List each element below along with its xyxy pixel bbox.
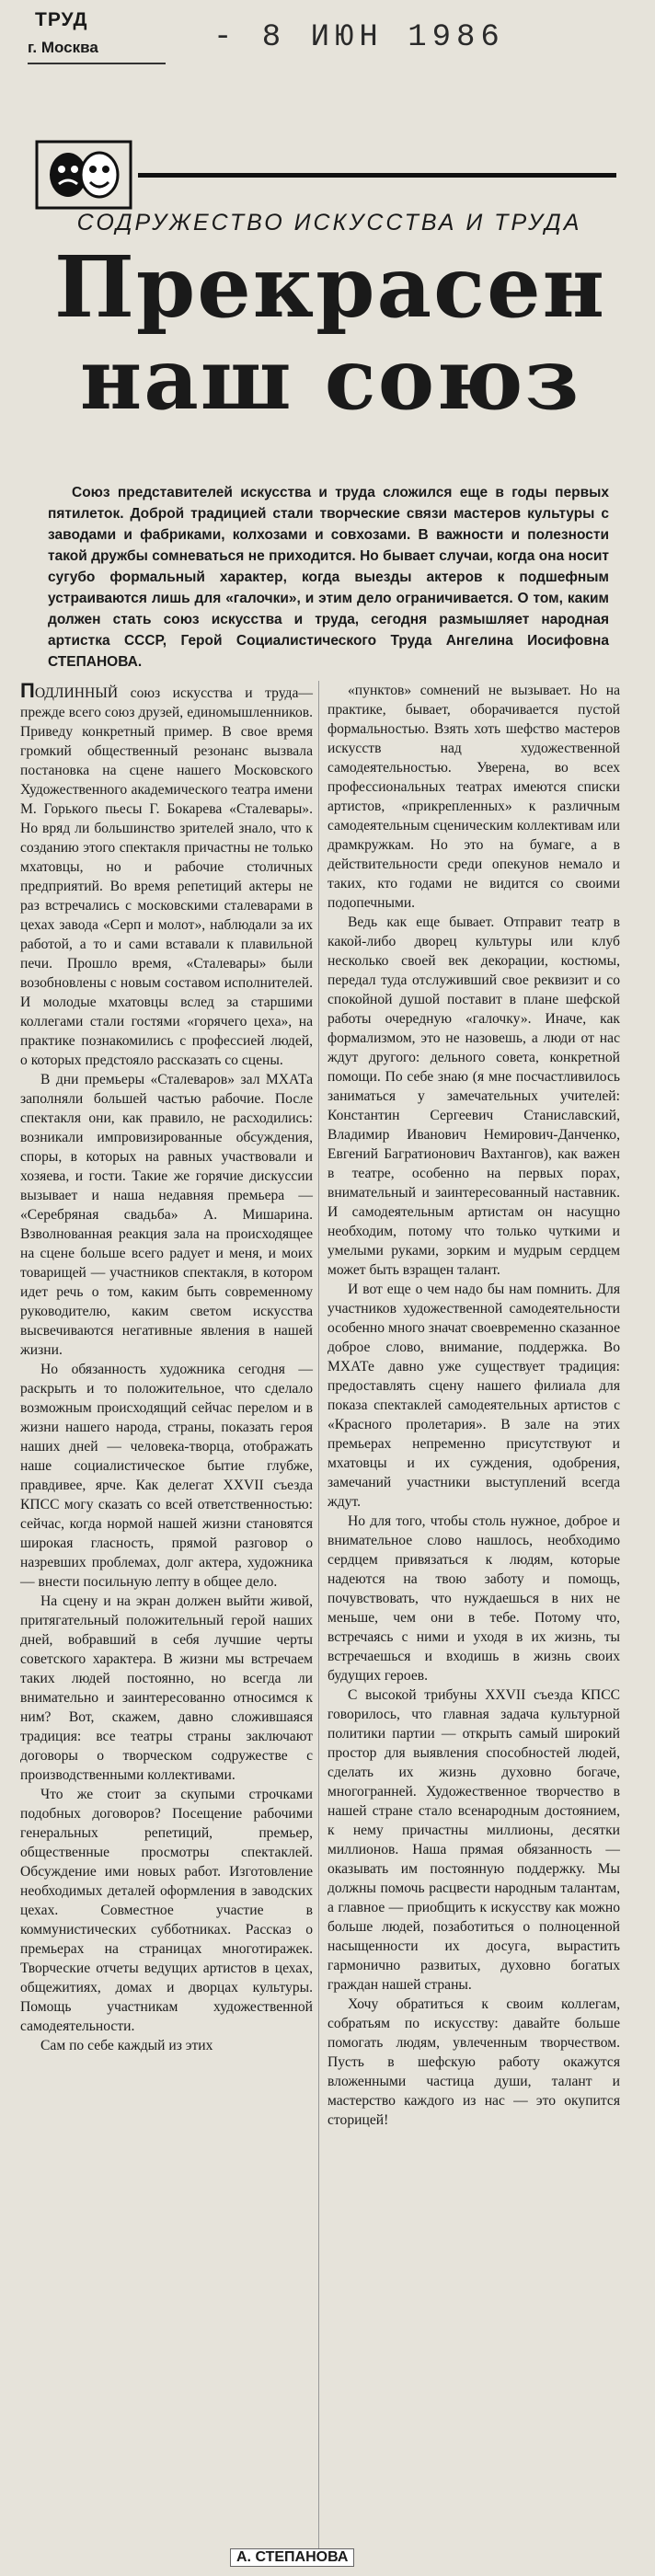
article-paragraph xyxy=(328,913,620,1280)
article-paragraph xyxy=(20,1360,313,1592)
theater-masks-logo-icon xyxy=(33,138,134,212)
paragraph-text: Хочу обратиться к своим коллегам, собратьям по искусству: давайте больше помогать людям, увлеченным творчеством. Пусть в шефскую работу окажутся вложенными частица души, талант и мастерство каждого из нас — это окупится сторицей! xyxy=(328,1996,620,2128)
article-paragraph xyxy=(20,681,313,1070)
paragraph-text: И вот еще о чем надо бы нам помнить. Для участников художественной самодеятельности особенно много значат своевременно сказанное доброе слово, внимание, поддержка. Во МХАТе давно уже существует традиция: предоставлять сцену нашего филиала для показа спектаклей самодеятельных артистов с «Красного пролетария». В зале на этих премьерах непременно присутствуют и мхатовцы и их суждения, одобрения, замечаний участники выступлений всегда ждут. xyxy=(328,1282,620,1510)
paragraph-text: На сцену и на экран должен выйти живой, притягательный положительный герой наших дней, вобравший в себя лучшие черты советского характера. В жизни мы встречаем таких людей постоянно, но всегда ли внимательно и заинтересованно относимся к ним? Вот, скажем, давно сложившаяся традиция: все театры страны заключают договоры о творческом содружестве с производственными коллективами. xyxy=(20,1593,313,1783)
clipping-date-stamp: - 8 ИЮН 1986 xyxy=(213,20,505,55)
article-paragraph xyxy=(20,1070,313,1360)
paragraph-text: В дни премьеры «Сталеваров» зал МХАТа заполняли большей частью рабочие. После спектакля они, как правило, не расходились: возникали импровизированные обсуждения, споры, в которых на равных участвовали и хозяева, и гости. Такие же горячие дискуссии вызывает и наша недавняя премьера — «Серебряная свадьба» А. Мишарина. Взволнованная реакция зала на происходящее на сцене больше всего радует и меня, и моих товарищей — участников спектакля, в котором идет речь о том, каким быть современному руководителю, каким светом искусства высвечиваются негативные явления в нашей жизни. xyxy=(20,1072,313,1358)
column-divider xyxy=(318,681,319,2558)
article-paragraph xyxy=(20,1592,313,1785)
paragraph-text: Ведь как еще бывает. Отправит театр в какой-либо дворец культуры или клуб несколько своей век декорации, костюмы, передал туда отслуживший свое реквизит и со спокойной душой поставит в плане шефской работы очередную «галочку». Иначе, как формализмом, это не назовешь, а люди от нас ждут другого: дельного совета, конкретной помощи. По себе знаю (я мне посчастливилось заниматься у замечательных учителей: Константин Сергеевич Станиславский, Владимир Иванович Немирович-Данченко, Евгений Багратионович Вахтангов), как важен в театре, особенно на первых порах, внимательный и заинтересованный наставник. И самодеятельным артистам он насущно необходим, потому что только чуткими и умелыми руками, зорким и мудрым сердцем может быть взращен талант. xyxy=(328,914,620,1278)
author-signature: А. СТЕПАНОВА xyxy=(230,2548,354,2567)
paragraph-text: Но обязанность художника сегодня — раскрыть и то положительное, что сделало возможным происходящий сейчас перелом и в жизни нашего народа, страны, показать героя наших дней — человека-творца, отображать наше социалистическое бытие глубже, правдивее, ярче. Как делегат XXVII съезда КПСС могу сказать со всей ответственностью: сейчас, когда нормой нашей жизни становятся широкая гласность, прямой разговор о назревших проблемах, долг актера, художника — внести посильную лепту в общее дело. xyxy=(20,1362,313,1590)
article-paragraph xyxy=(20,2036,313,2055)
drop-cap: П xyxy=(20,679,35,702)
masthead-paper-name: ТРУД xyxy=(35,9,88,30)
paragraph-text: Но для того, чтобы столь нужное, доброе и внимательное слово нашлось, необходимо сердцем привязаться к людям, которые надеются на твою заботу и помощь, почувствовать, что нуждаешься в них не меньше, чем они в тебе. Потому что, встречаясь с ними и уходя в их жизнь, ты встречаешься и входишь в жизнь своих будущих героев. xyxy=(328,1513,620,1684)
paragraph-text: Сам по себе каждый из этих xyxy=(40,2038,213,2053)
heading-rule xyxy=(138,173,616,178)
headline xyxy=(22,237,638,429)
article-paragraph xyxy=(328,1512,620,1685)
paragraph-text: «пунктов» сомнений не вызывает. Но на практике, бывает, оборачивается пустой формальностью. Взять хоть шефство мастеров искусств над художественной самодеятельностью. Уверена, во всех профессиональных театрах имеются списки артистов, «прикрепленных» к различным самодеятельным сценическим коллективам или драмкружкам. Но это на бумаге, а в действительности среди опекунов немало и таких, кто годами не видится со своими подопечными. xyxy=(328,683,620,911)
article-paragraph xyxy=(328,1995,620,2130)
paragraph-text: С высокой трибуны XXVII съезда КПСС говорилось, что главная задача культурной политики партии — открыть самый широкий простор для выявления способностей людей, сделать их жизнь духовно богаче, многогранней. Художественное творчество в нашей стране стало всенародным достоянием, к нему причастны миллионы, десятки миллионов. Наша прямая обязанность — оказывать им постоянную поддержку. Мы должны помочь расцвести народным талантам, а главное — приобщить к искусству как можно больше людей, позаботиться о полноценной насыщенности их досуга, вырастить гармонично развитых, духовно богатых граждан нашей страны. xyxy=(328,1687,620,1993)
rubric: СОДРУЖЕСТВО ИСКУССТВА И ТРУДА xyxy=(76,210,582,236)
article-paragraph xyxy=(328,681,620,913)
headline-line-1: Прекрасен xyxy=(53,237,606,337)
masthead-city: г. Москва xyxy=(28,39,98,56)
article-paragraph xyxy=(328,1685,620,1995)
paragraph-text: Что же стоит за скупыми строчками подобных договоров? Посещение рабочими генеральных репетиций, премьер, общественные просмотры спектаклей. Обсуждение ими новых работ. Изготовление необходимых деталей оформления в заводских цехах. Совместное участие в коммунистических субботниках. Рассказ о премьерах на страницах многотиражек. Творческие отчеты ведущих артистов в цехах, общежитиях, домах и дворцах культуры. Помощь участникам художественной самодеятельности. xyxy=(20,1787,313,2034)
lede-paragraph: Союз представителей искусства и труда сложился еще в годы первых пятилеток. Доброй традицией стали творческие связи мастеров культуры с заводами и фабриками, колхозами и совхозами. В важности и полезности такой дружбы сомневаться не приходится. Но бывает случаи, когда она носит сугубо формальный характер, когда выезды актеров к подшефным устраиваются лишь для «галочки», и этим дело ограничивается. О том, каким должен стать союз искусства и труда, сегодня размышляет народная артистка СССР, Герой Социалистического Труда Ангелина Иосифовна СТЕПАНОВА. xyxy=(48,485,609,670)
article-column-left xyxy=(20,681,313,2055)
article-paragraph xyxy=(20,1785,313,2036)
masthead-underline xyxy=(28,63,166,64)
headline-line-2: наш союз xyxy=(79,329,581,429)
article-column-right xyxy=(328,681,620,2130)
article-paragraph xyxy=(328,1280,620,1512)
paragraph-text: ОДЛИННЫЙ союз искусства и труда—прежде всего союз друзей, единомышленников. Приведу конкретный пример. В свое время громкий общественный резонанс вызвала постановка на сцене нашего Московского Художественного академического театра имени М. Горького пьесы Г. Бокарева «Сталевары». Но вряд ли большинство зрителей знало, что к созданию этого спектакля причастны не только мхатовцы, но и рабочие столичных предприятий. Во время репетиций актеры не раз встречались с московскими сталеварами в цехах завода «Серп и молот», наблюдали за их работой, а то и сами вставали к плавильной печи. Прошло время, «Сталевары» были возобновлены с новым составом исполнителей. И молодые мхатовцы вслед за старшими коллегами стали гостями «горячего цеха», на практике познакомились с профессией людей, о которых предстояло рассказать со сцены. xyxy=(20,685,313,1068)
